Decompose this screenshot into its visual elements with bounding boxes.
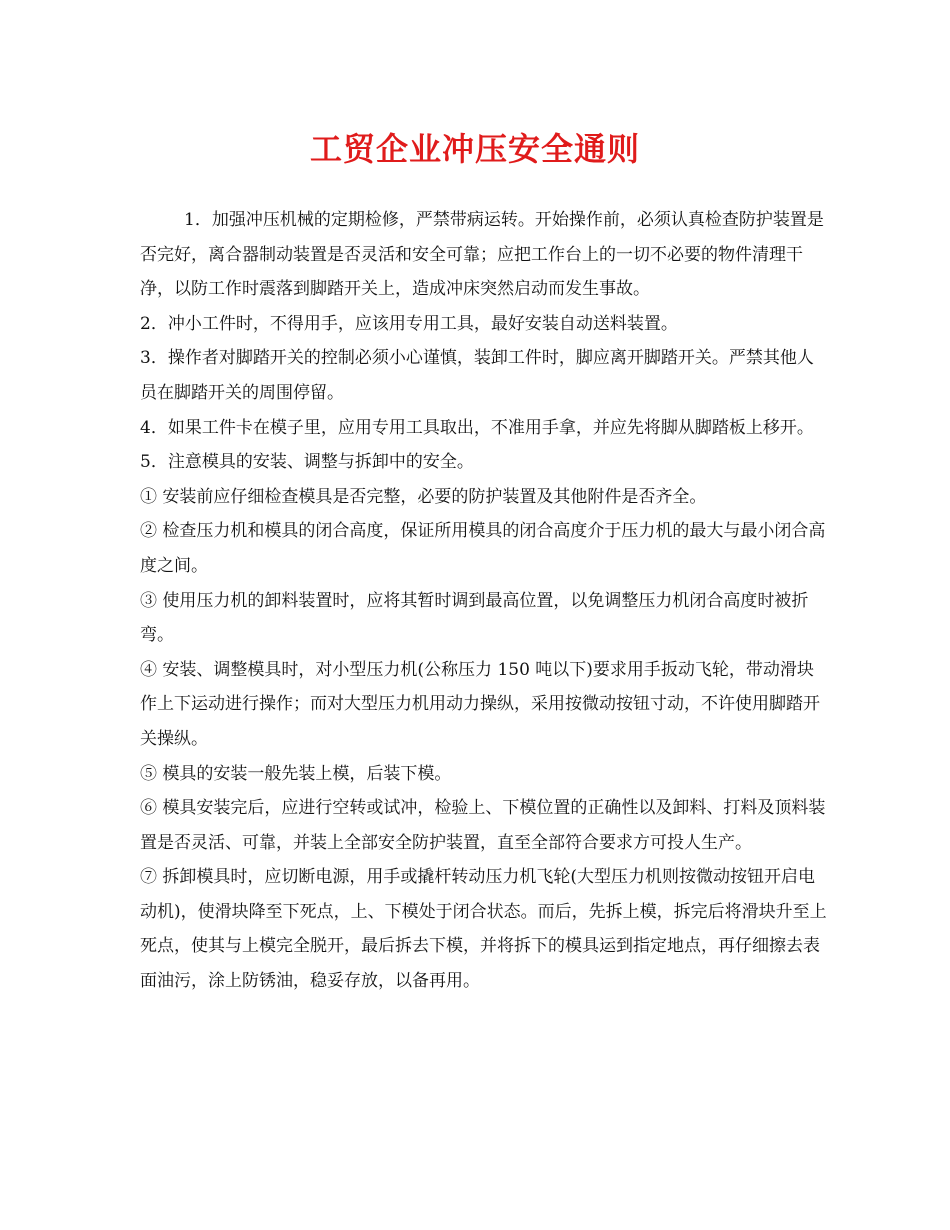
paragraph-3: 3．操作者对脚踏开关的控制必须小心谨慎，装卸工件时，脚应离开脚踏开关。严禁其他人员在脚踏开关的周围停留。: [140, 348, 814, 403]
list-item-4: ④ 安装、调整模具时，对小型压力机(公称压力 150 吨以下)要求用手扳动飞轮，带动滑块作上下运动进行操作；而对大型压力机用动力操纵，采用按微动按钮寸动，不许使用脚踏开关操纵。: [140, 659, 820, 749]
list-item-7: ⑦ 拆卸模具时，应切断电源，用手或撬杆转动压力机飞轮(大型压力机则按微动按钮开启电动机)，使滑块降至下死点，上、下模处于闭合状态。而后，先拆上模，拆完后将滑块升至上死点，使其与上模完全脱开，最后拆去下模，并将拆下的模具运到指定地点，再仔细擦去表面油污，涂上防锈油，稳妥存放，以备再用。: [140, 867, 827, 992]
paragraph-2: 2．冲小工件时，不得用手，应该用专用工具，最好安装自动送料装置。: [140, 313, 678, 334]
paragraph-1: 1．加强冲压机械的定期检修，严禁带病运转。开始操作前，必须认真检查防护装置是否完好，离合器制动装置是否灵活和安全可靠；应把工作台上的一切不必要的物件清理干净，以防工作时震落到脚踏开关上，造成冲床突然启动而发生事故。: [140, 210, 824, 300]
list-item-2: ② 检查压力机和模具的闭合高度，保证所用模具的闭合高度介于压力机的最大与最小闭合高度之间。: [140, 521, 826, 576]
list-item-5: ⑤ 模具的安装一般先装上模，后装下模。: [140, 763, 452, 784]
document-body: [140, 203, 830, 999]
document-title: 工贸企业冲压安全通则: [309, 130, 640, 168]
paragraph-4: 4．如果工件卡在模子里，应用专用工具取出，不准用手拿，并应先将脚从脚踏板上移开。: [140, 417, 814, 438]
paragraph-5: 5．注意模具的安装、调整与拆卸中的安全。: [140, 452, 474, 473]
list-item-3: ③ 使用压力机的卸料装置时，应将其暂时调到最高位置，以免调整压力机闭合高度时被折弯。: [140, 590, 809, 646]
list-item-6: ⑥ 模具安装完后，应进行空转或试冲，检验上、下模位置的正确性以及卸料、打料及顶料装置是否灵活、可靠，并装上全部安全防护装置，直至全部符合要求方可投人生产。: [140, 798, 826, 853]
list-item-1: ① 安装前应仔细检查模具是否完整，必要的防护装置及其他附件是否齐全。: [140, 486, 707, 507]
